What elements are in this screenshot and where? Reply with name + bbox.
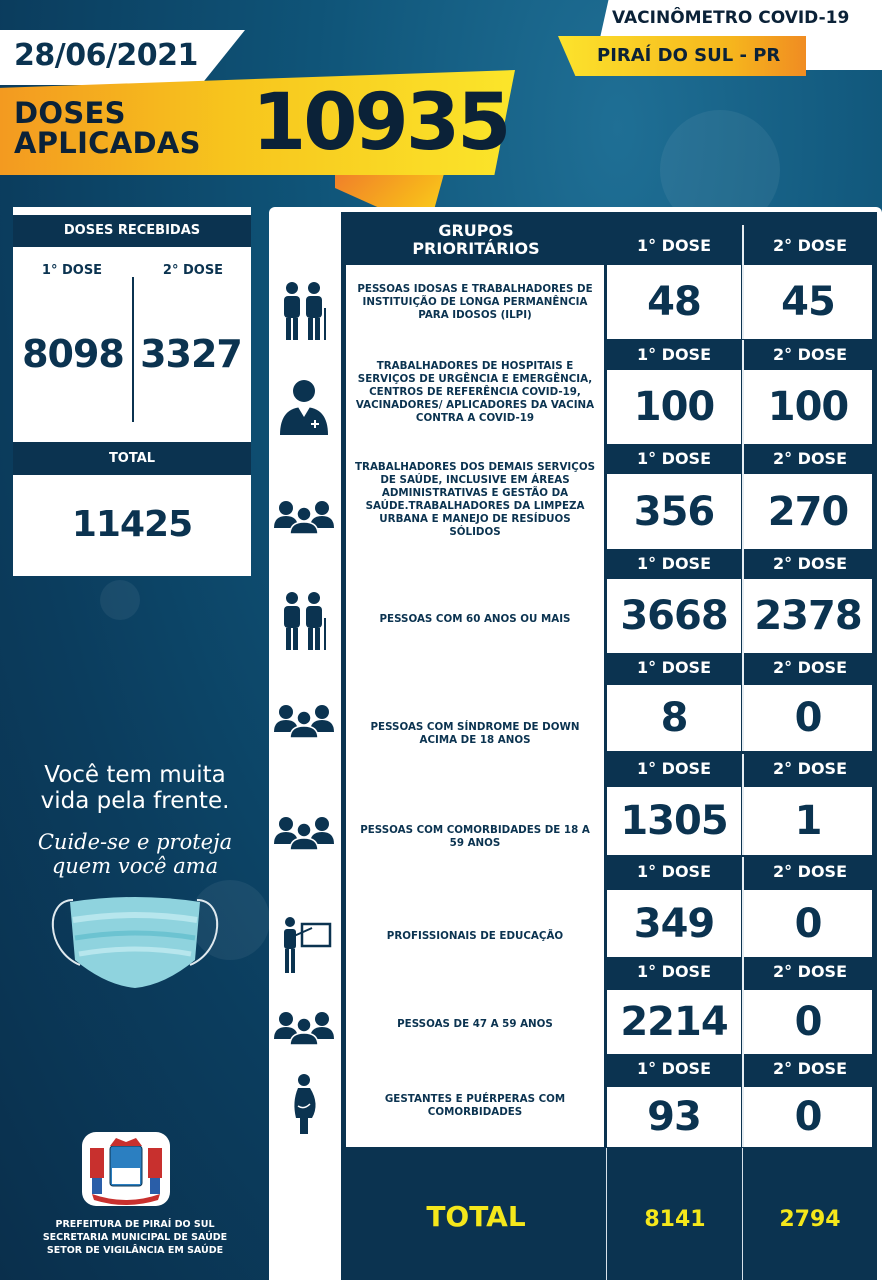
- group-icon: [272, 800, 336, 864]
- groups-header-line1: GRUPOS: [438, 221, 514, 240]
- doses-applied-value: 10935: [252, 78, 509, 168]
- row-dose1-header: 1° DOSE: [636, 449, 712, 468]
- group-description: PESSOAS COM COMORBIDADES DE 18 A 59 ANOS: [346, 784, 604, 889]
- received-total-label: TOTAL: [13, 442, 251, 475]
- row-dose1-value: 3668: [607, 579, 741, 653]
- column-divider: [742, 549, 744, 653]
- received-dose2-value: 3327: [140, 332, 242, 376]
- slogan-line1: Você tem muita: [44, 762, 226, 788]
- row-dose2-header: 2° DOSE: [772, 345, 848, 364]
- row-dose2-value: 0: [744, 685, 872, 751]
- pregnant-woman-icon: [272, 1072, 336, 1136]
- background-bubble: [100, 580, 140, 620]
- group-description: PESSOAS DE 47 A 59 ANOS: [346, 984, 604, 1064]
- row-dose1-value: 1305: [607, 787, 741, 855]
- table-total-dose1: 8141: [644, 1207, 706, 1232]
- group-description: TRABALHADORES DE HOSPITAIS E SERVIÇOS DE URGÊNCIA E EMERGÊNCIA, CENTROS DE REFERÊNCIA COVID-19, VACINADORES/ APLICADORES DA VACINA CONTRA A COVID-19: [346, 340, 604, 445]
- group-description: GESTANTES E PUÉRPERAS COM COMORBIDADES: [346, 1064, 604, 1147]
- slogan-script: [0, 830, 270, 878]
- row-dose2-header: 2° DOSE: [772, 962, 848, 981]
- column-divider: [742, 444, 744, 549]
- column-divider: [742, 231, 744, 339]
- footer-line2: SECRETARIA MUNICIPAL DE SAÚDE: [42, 1232, 228, 1243]
- row-dose2-value: 270: [744, 474, 872, 549]
- slogan-line2: vida pela frente.: [40, 788, 230, 814]
- group-description: PROFISSIONAIS DE EDUCAÇÃO: [346, 889, 604, 984]
- group-icon: [272, 484, 336, 548]
- table-total-label: TOTAL: [426, 1200, 526, 1233]
- group-description: PESSOAS COM SÍNDROME DE DOWN ACIMA DE 18 ANOS: [346, 684, 604, 784]
- table-total-dose2: 2794: [779, 1207, 841, 1232]
- row-dose1-header: 1° DOSE: [636, 658, 712, 677]
- footer-line3: SETOR DE VIGILÂNCIA EM SAÚDE: [46, 1245, 224, 1256]
- total-divider: [606, 1148, 607, 1280]
- group-icon: [272, 688, 336, 752]
- footer-line1: PREFEITURA DE PIRAÍ DO SUL: [55, 1219, 215, 1230]
- row-dose2-header: 2° DOSE: [772, 554, 848, 573]
- group-description: TRABALHADORES DOS DEMAIS SERVIÇOS DE SAÚDE, INCLUSIVE EM ÁREAS ADMINISTRATIVAS E GESTÃO DA SAÚDE.TRABALHADORES DA LIMPEZA URBANA E MANEJO DE RESÍDUOS SÓLIDOS: [346, 445, 604, 554]
- doses-label-line2: APLICADAS: [14, 126, 201, 160]
- slogan-main: [0, 762, 270, 814]
- page-title: VACINÔMETRO COVID-19: [612, 8, 850, 28]
- column-divider: [742, 957, 744, 1054]
- row-dose1-header: 1° DOSE: [636, 962, 712, 981]
- row-dose2-header: 2° DOSE: [772, 236, 848, 255]
- row-dose1-value: 8: [607, 685, 741, 751]
- footer-institution: [0, 1218, 270, 1257]
- row-dose1-value: 2214: [607, 990, 741, 1054]
- health-worker-icon: [272, 375, 336, 439]
- city-name: PIRAÍ DO SUL - PR: [597, 45, 781, 66]
- column-divider: [742, 653, 744, 751]
- doses-label-line1: DOSES: [14, 96, 126, 130]
- row-dose1-header: 1° DOSE: [636, 236, 712, 255]
- group-description: PESSOAS COM 60 ANOS OU MAIS: [346, 554, 604, 684]
- slogan-line4: quem você ama: [51, 854, 219, 878]
- row-dose2-value: 100: [744, 370, 872, 444]
- elderly-couple-icon: [272, 278, 336, 342]
- face-mask-icon: [45, 890, 225, 990]
- row-dose1-header: 1° DOSE: [636, 345, 712, 364]
- row-dose2-value: 0: [744, 890, 872, 957]
- group-description: PESSOAS IDOSAS E TRABALHADORES DE INSTITUIÇÃO DE LONGA PERMANÊNCIA PARA IDOSOS (ILPI): [346, 265, 604, 340]
- row-dose1-header: 1° DOSE: [636, 862, 712, 881]
- row-dose2-header: 2° DOSE: [772, 1059, 848, 1078]
- row-dose2-header: 2° DOSE: [772, 658, 848, 677]
- row-dose1-header: 1° DOSE: [636, 1059, 712, 1078]
- row-dose2-header: 2° DOSE: [772, 759, 848, 778]
- row-dose1-value: 100: [607, 370, 741, 444]
- report-date: 28/06/2021: [14, 38, 198, 73]
- row-dose1-header: 1° DOSE: [636, 554, 712, 573]
- column-divider: [742, 1054, 744, 1147]
- received-total-value: 11425: [71, 504, 193, 545]
- row-dose2-value: 0: [744, 1087, 872, 1147]
- row-dose1-value: 48: [607, 265, 741, 339]
- row-dose1-value: 349: [607, 890, 741, 957]
- received-dose2-label: 2° DOSE: [162, 263, 224, 278]
- doses-applied-label: [14, 98, 201, 158]
- received-dose1-label: 1° DOSE: [41, 263, 103, 278]
- row-dose2-value: 1: [744, 787, 872, 855]
- row-dose2-value: 45: [744, 265, 872, 339]
- city-coat-of-arms-icon: [82, 1132, 170, 1206]
- column-divider: [742, 340, 744, 444]
- row-dose2-value: 0: [744, 990, 872, 1054]
- column-divider: [742, 754, 744, 855]
- row-dose1-header: 1° DOSE: [636, 759, 712, 778]
- groups-header-line2: PRIORITÁRIOS: [412, 239, 540, 258]
- row-dose2-header: 2° DOSE: [772, 449, 848, 468]
- row-dose2-value: 2378: [744, 579, 872, 653]
- teacher-icon: [272, 912, 336, 976]
- group-icon: [272, 995, 336, 1059]
- row-dose2-header: 2° DOSE: [772, 862, 848, 881]
- row-dose1-value: 93: [607, 1087, 741, 1147]
- received-dose1-value: 8098: [22, 332, 124, 376]
- slogan-line3: Cuide-se e proteja: [37, 830, 233, 854]
- row-dose1-value: 356: [607, 474, 741, 549]
- groups-column-header: [345, 222, 607, 258]
- column-divider: [742, 857, 744, 957]
- elderly-couple-icon: [272, 588, 336, 652]
- doses-received-title: DOSES RECEBIDAS: [13, 215, 251, 247]
